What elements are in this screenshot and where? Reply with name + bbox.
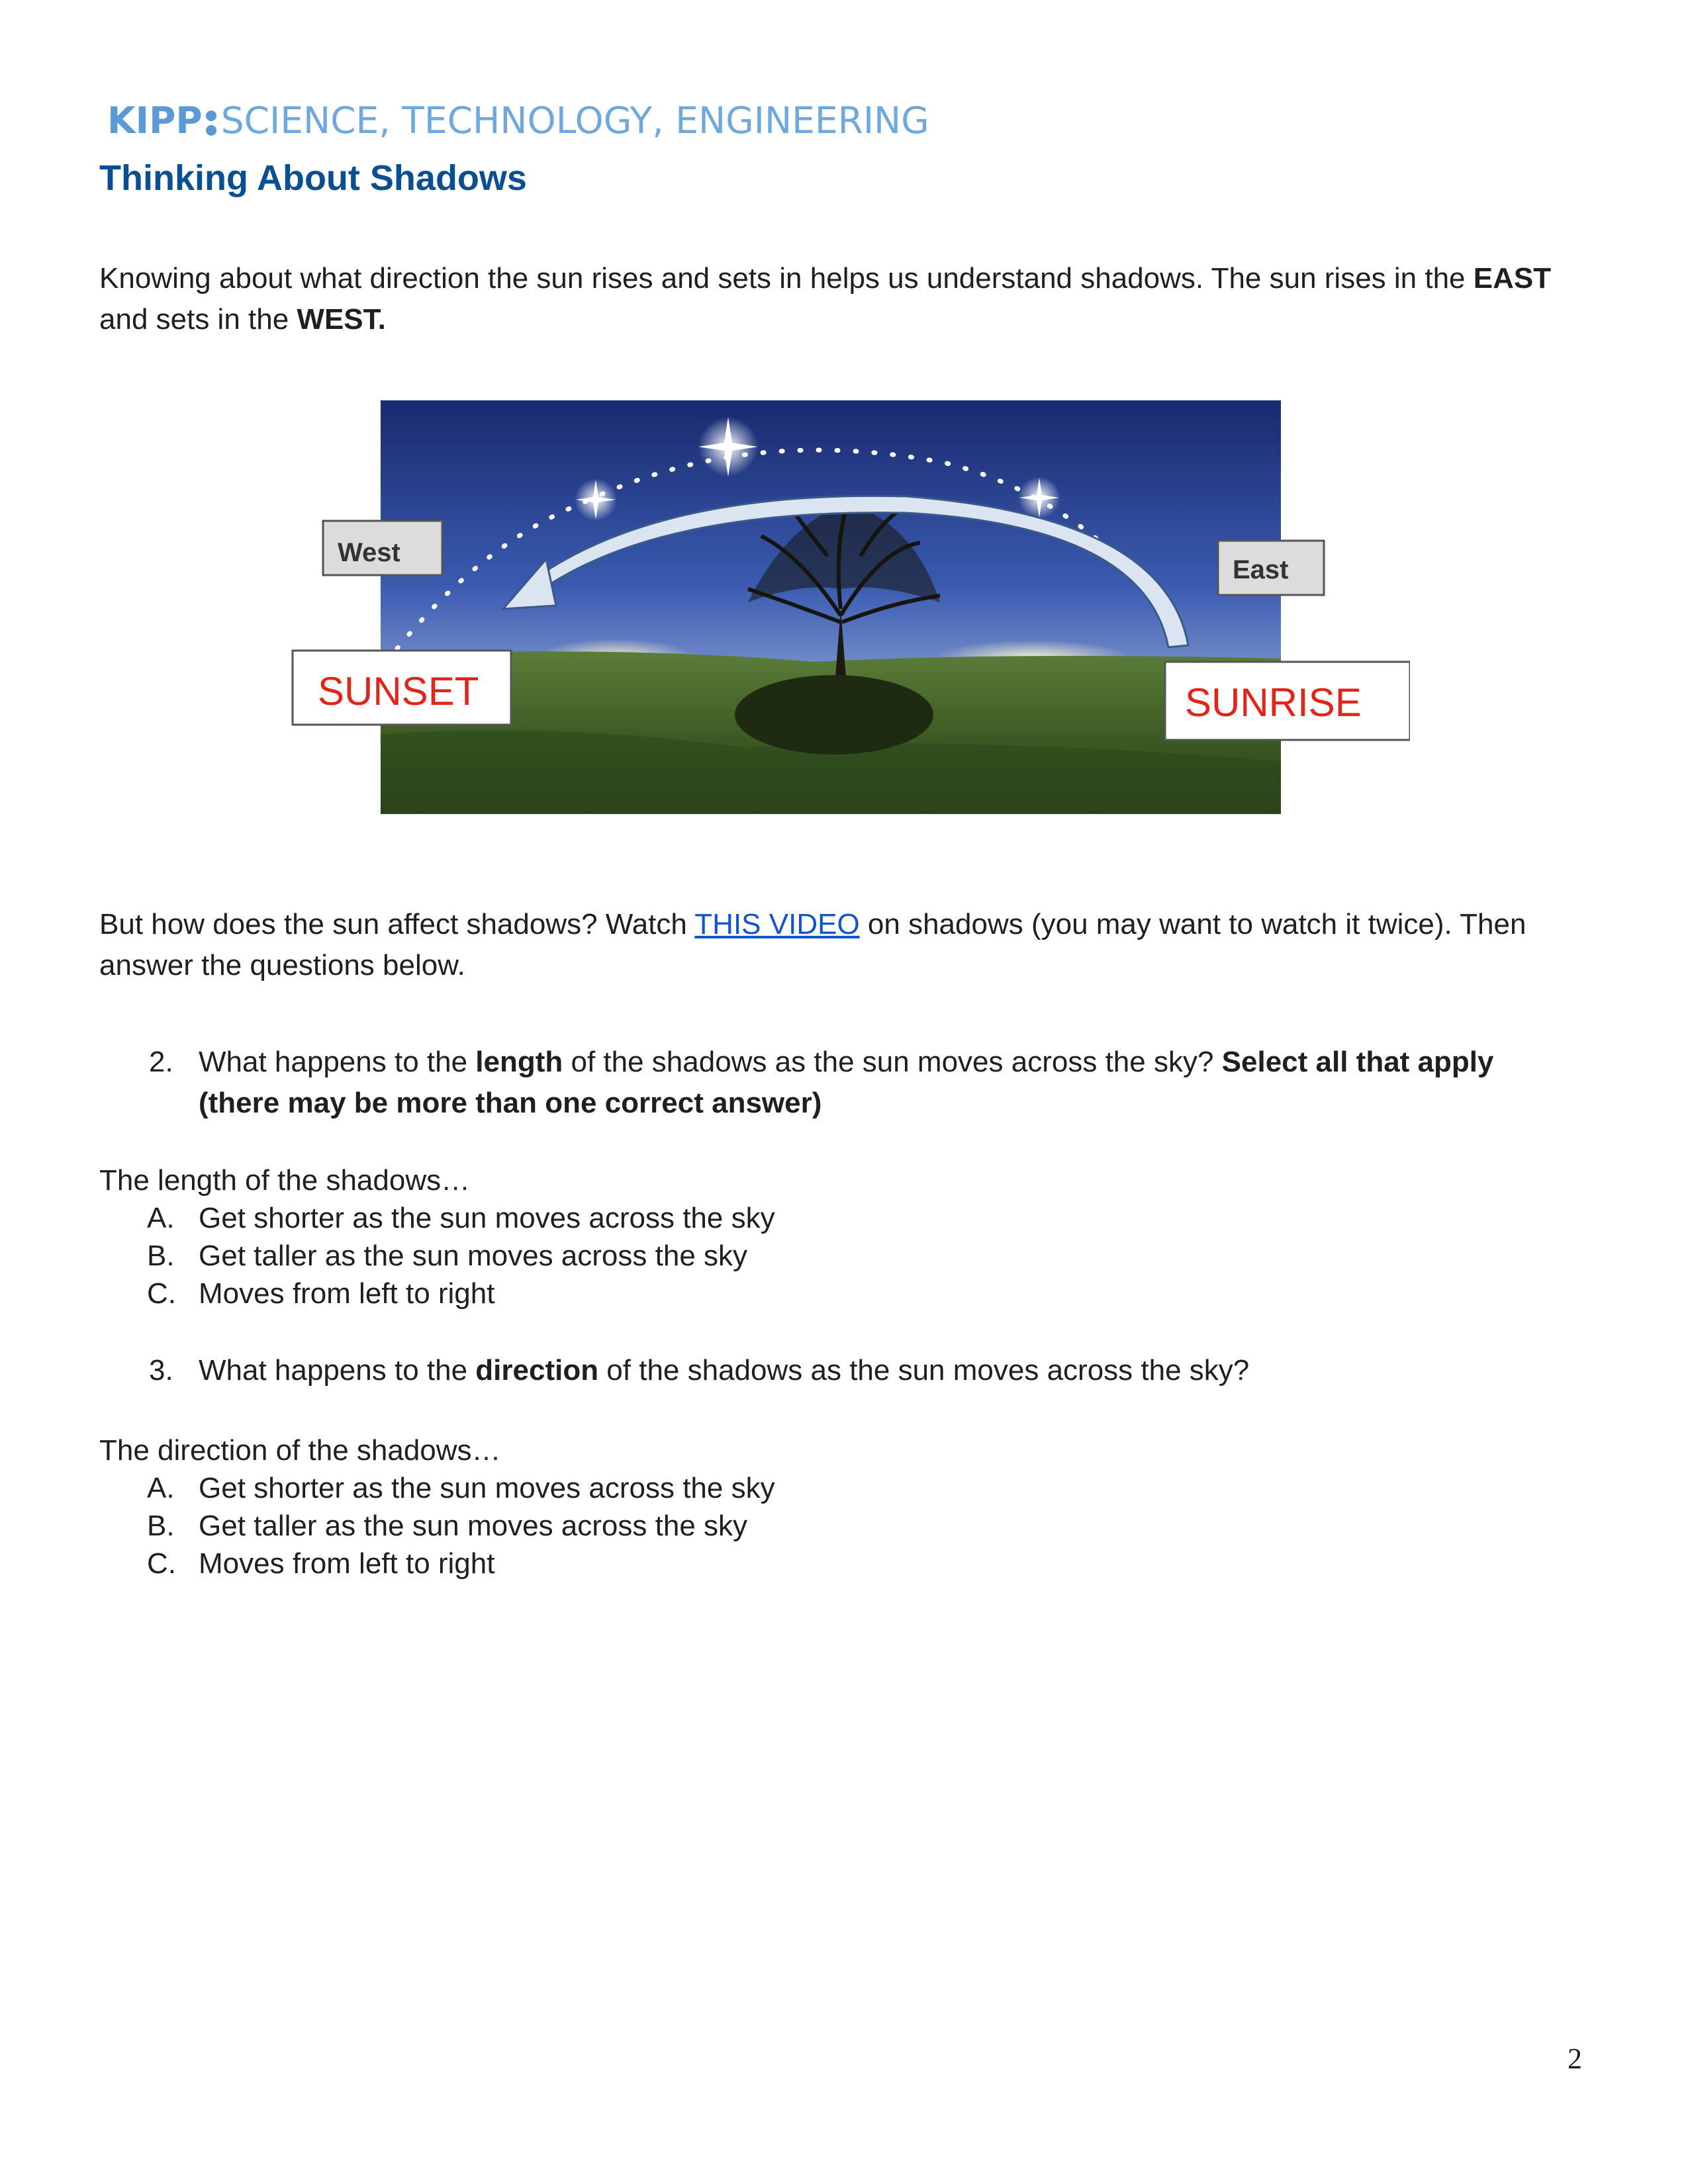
option-letter: B. <box>147 1240 175 1272</box>
question-text <box>199 1350 1575 1391</box>
question-text-part: What happens to the <box>199 1046 476 1078</box>
question-2-option-b[interactable] <box>147 1238 747 1275</box>
sunset-label: SUNSET <box>318 669 479 713</box>
option-letter: B. <box>147 1510 175 1542</box>
brand-header <box>107 99 929 142</box>
question-2-option-a[interactable] <box>147 1200 775 1237</box>
video-text-2: on shadows (you may want to watch it twice). Then answer the questions below. <box>99 908 1526 981</box>
question-keyword: direction <box>475 1354 599 1387</box>
intro-west: WEST. <box>297 303 386 336</box>
question-keyword: length <box>475 1046 563 1078</box>
option-letter: C. <box>147 1547 176 1580</box>
brand-kipp: KIPP <box>107 99 203 142</box>
page-title: Thinking About Shadows <box>99 158 527 198</box>
question-instruction: Select all that apply (there may be more than one correct answer) <box>199 1046 1494 1119</box>
question-3-option-c[interactable] <box>147 1545 494 1582</box>
sun-path-illustration <box>285 390 1410 821</box>
option-text: Moves from left to right <box>199 1277 495 1310</box>
video-paragraph <box>99 904 1589 986</box>
question-number: 2. <box>149 1046 173 1078</box>
video-link[interactable]: THIS VIDEO <box>694 908 860 940</box>
intro-paragraph <box>99 258 1589 340</box>
option-text: Get shorter as the sun moves across the sky <box>199 1202 775 1234</box>
video-text-1: But how does the sun affect shadows? Watch <box>99 908 695 940</box>
question-2 <box>149 1042 1572 1124</box>
option-letter: A. <box>147 1202 175 1234</box>
question-3-option-a[interactable] <box>147 1470 775 1507</box>
option-text: Get shorter as the sun moves across the sky <box>199 1472 775 1504</box>
east-label: East <box>1233 555 1289 584</box>
option-text: Moves from left to right <box>199 1547 495 1580</box>
question-text-part: of the shadows as the sun moves across the sky? <box>598 1354 1250 1387</box>
question-number: 3. <box>149 1354 173 1387</box>
sunrise-label: SUNRISE <box>1185 680 1362 725</box>
question-text-part: What happens to the <box>199 1354 476 1387</box>
brand-subtitle: SCIENCE, TECHNOLOGY, ENGINEERING <box>220 99 929 142</box>
brand-colon-icon <box>204 108 218 134</box>
sun-path-figure <box>285 390 1410 821</box>
page-number: 2 <box>1568 2042 1582 2075</box>
option-text: Get taller as the sun moves across the sky <box>199 1510 748 1542</box>
intro-text-2: and sets in the <box>99 303 297 336</box>
intro-east: EAST <box>1473 262 1552 295</box>
question-2-option-c[interactable] <box>147 1275 494 1312</box>
question-text <box>199 1042 1575 1124</box>
west-label: West <box>338 538 400 567</box>
question-2-lead: The length of the shadows… <box>99 1164 471 1197</box>
question-text-part: of the shadows as the sun moves across the sky? <box>563 1046 1222 1078</box>
option-letter: C. <box>147 1277 176 1310</box>
question-3 <box>149 1350 1572 1391</box>
option-letter: A. <box>147 1472 175 1504</box>
question-3-lead: The direction of the shadows… <box>99 1434 501 1467</box>
intro-text-1: Knowing about what direction the sun rises and sets in helps us understand shadows. The sun rises in the <box>99 262 1474 295</box>
question-3-option-b[interactable] <box>147 1508 747 1545</box>
option-text: Get taller as the sun moves across the sky <box>199 1240 748 1272</box>
